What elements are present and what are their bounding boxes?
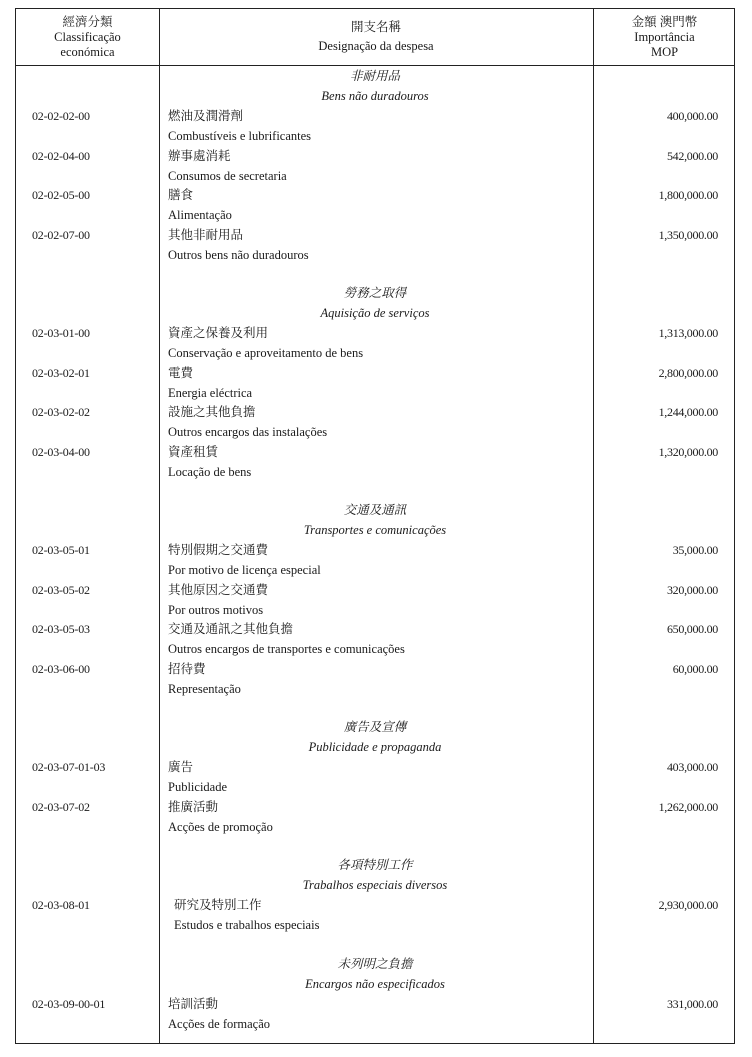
economic-code: 02-03-08-01 [32,898,90,912]
table-row [16,659,734,699]
economic-code: 02-02-05-00 [32,188,90,202]
section-title-pt: Trabalhos especiais diversos [302,878,448,892]
economic-code: 02-02-04-00 [32,148,90,163]
section-title-pt: Encargos não especificados [305,976,445,991]
section-title-zh: 未列明之負擔 [337,956,413,971]
designation-pt: Representação [168,681,241,696]
expense-section [16,855,734,935]
amount: 403,000.00 [666,760,718,774]
header-designation-zh: 開支名稱 [350,20,401,34]
table-row [16,146,734,186]
designation-pt: Alimentação [168,208,232,222]
table-row [16,363,734,403]
table-row [16,797,734,837]
header-classification-zh: 經濟分類 [62,14,113,29]
designation-pt: Locação de bens [168,464,252,479]
economic-code: 02-03-06-00 [32,661,90,676]
economic-code: 02-02-02-00 [32,109,90,123]
designation-pt: Outros encargos das instalações [168,425,328,439]
header-amount-pt: Importância [634,29,695,44]
designation-zh: 設施之其他負擔 [168,405,256,419]
designation-pt: Consumos de secretaria [168,168,287,183]
designation-zh: 資產之保養及利用 [168,326,269,340]
amount: 320,000.00 [666,582,718,597]
designation-zh: 其他原因之交通費 [168,582,269,597]
expense-section [16,66,734,264]
section-title-zh: 各項特別工作 [337,858,413,872]
table-row [16,580,734,620]
amount: 1,313,000.00 [658,326,718,340]
designation-zh: 其他非耐用品 [168,227,244,242]
designation-pt: Energia eléctrica [168,385,253,400]
table-row [16,540,734,580]
designation-zh: 研究及特別工作 [174,898,262,912]
section-title-zh: 勞務之取得 [343,286,407,300]
section-title-pt: Bens não duradouros [321,89,429,103]
header-designation-pt: Designação da despesa [318,39,434,53]
section-title-zh: 交通及通訊 [343,503,407,517]
header-classification-pt: Classificação [54,29,121,44]
designation-pt: Acções de formação [168,1016,271,1031]
designation-zh: 燃油及潤滑劑 [168,109,244,123]
section-title-pt: Publicidade e propaganda [308,740,442,754]
table-row [16,106,734,146]
section-title-zh: 廣告及宣傳 [343,720,407,734]
economic-code: 02-03-07-02 [32,799,90,814]
amount: 2,930,000.00 [658,898,718,912]
amount: 1,244,000.00 [658,405,718,419]
table-row [16,225,734,265]
amount: 2,800,000.00 [658,365,718,380]
section-title-zh: 非耐用品 [349,69,400,83]
table-row [16,402,734,442]
designation-pt: Outros bens não duradouros [168,247,309,262]
designation-pt: Conservação e aproveitamento de bens [168,346,364,360]
designation-zh: 電費 [168,365,194,380]
table-row [16,994,734,1034]
economic-code: 02-03-05-03 [32,622,90,636]
amount: 542,000.00 [666,148,718,163]
amount: 35,000.00 [672,543,718,557]
amount: 60,000.00 [672,661,718,676]
economic-code: 02-02-07-00 [32,227,90,242]
designation-pt: Publicidade [168,780,228,794]
designation-pt: Por motivo de licença especial [168,563,321,577]
amount: 1,800,000.00 [658,188,718,202]
expense-section [16,283,734,481]
economic-code: 02-03-02-01 [32,365,90,380]
table-row [16,757,734,797]
economic-code: 02-03-05-01 [32,543,90,557]
table-body [16,66,734,1033]
amount: 1,262,000.00 [658,799,718,814]
expense-section [16,717,734,836]
section-title-pt: Aquisição de serviços [320,306,430,320]
table-row [16,185,734,225]
economic-code: 02-03-02-02 [32,405,90,419]
header-amount-zh: 金額 澳門幣 [631,14,698,29]
budget-table [15,8,735,1044]
header-designation [159,9,593,65]
designation-pt: Combustíveis e lubrificantes [168,129,312,143]
economic-code: 02-03-04-00 [32,444,90,459]
designation-zh: 特別假期之交通費 [168,543,269,557]
table-row [16,895,734,935]
designation-zh: 資產租賃 [168,444,219,459]
header-classification-pt2: económica [60,44,115,59]
amount: 1,350,000.00 [658,227,718,242]
amount: 400,000.00 [666,109,718,123]
designation-zh: 膳食 [168,188,194,202]
designation-pt: Estudos e trabalhos especiais [174,918,320,932]
expense-section [16,500,734,698]
designation-zh: 推廣活動 [168,799,219,814]
economic-code: 02-03-01-00 [32,326,90,340]
amount: 650,000.00 [666,622,718,636]
designation-zh: 廣告 [168,760,194,774]
designation-pt: Por outros motivos [168,602,264,617]
header-amount-currency: MOP [650,44,679,59]
amount: 331,000.00 [666,996,718,1011]
designation-pt: Outros encargos de transportes e comunicações [168,642,405,656]
economic-code: 02-03-09-00-01 [32,996,106,1011]
table-row [16,323,734,363]
designation-zh: 辦事處消耗 [168,148,231,163]
designation-zh: 培訓活動 [168,996,219,1011]
designation-zh: 招待費 [168,661,206,676]
header-classification [16,9,159,65]
table-row [16,442,734,482]
expense-section [16,954,734,1034]
amount: 1,320,000.00 [658,444,718,459]
economic-code: 02-03-05-02 [32,582,90,597]
header-amount [593,9,736,65]
economic-code: 02-03-07-01-03 [32,760,106,774]
section-title-pt: Transportes e comunicações [303,523,447,537]
designation-pt: Acções de promoção [168,819,273,834]
table-row [16,619,734,659]
designation-zh: 交通及通訊之其他負擔 [168,622,294,636]
